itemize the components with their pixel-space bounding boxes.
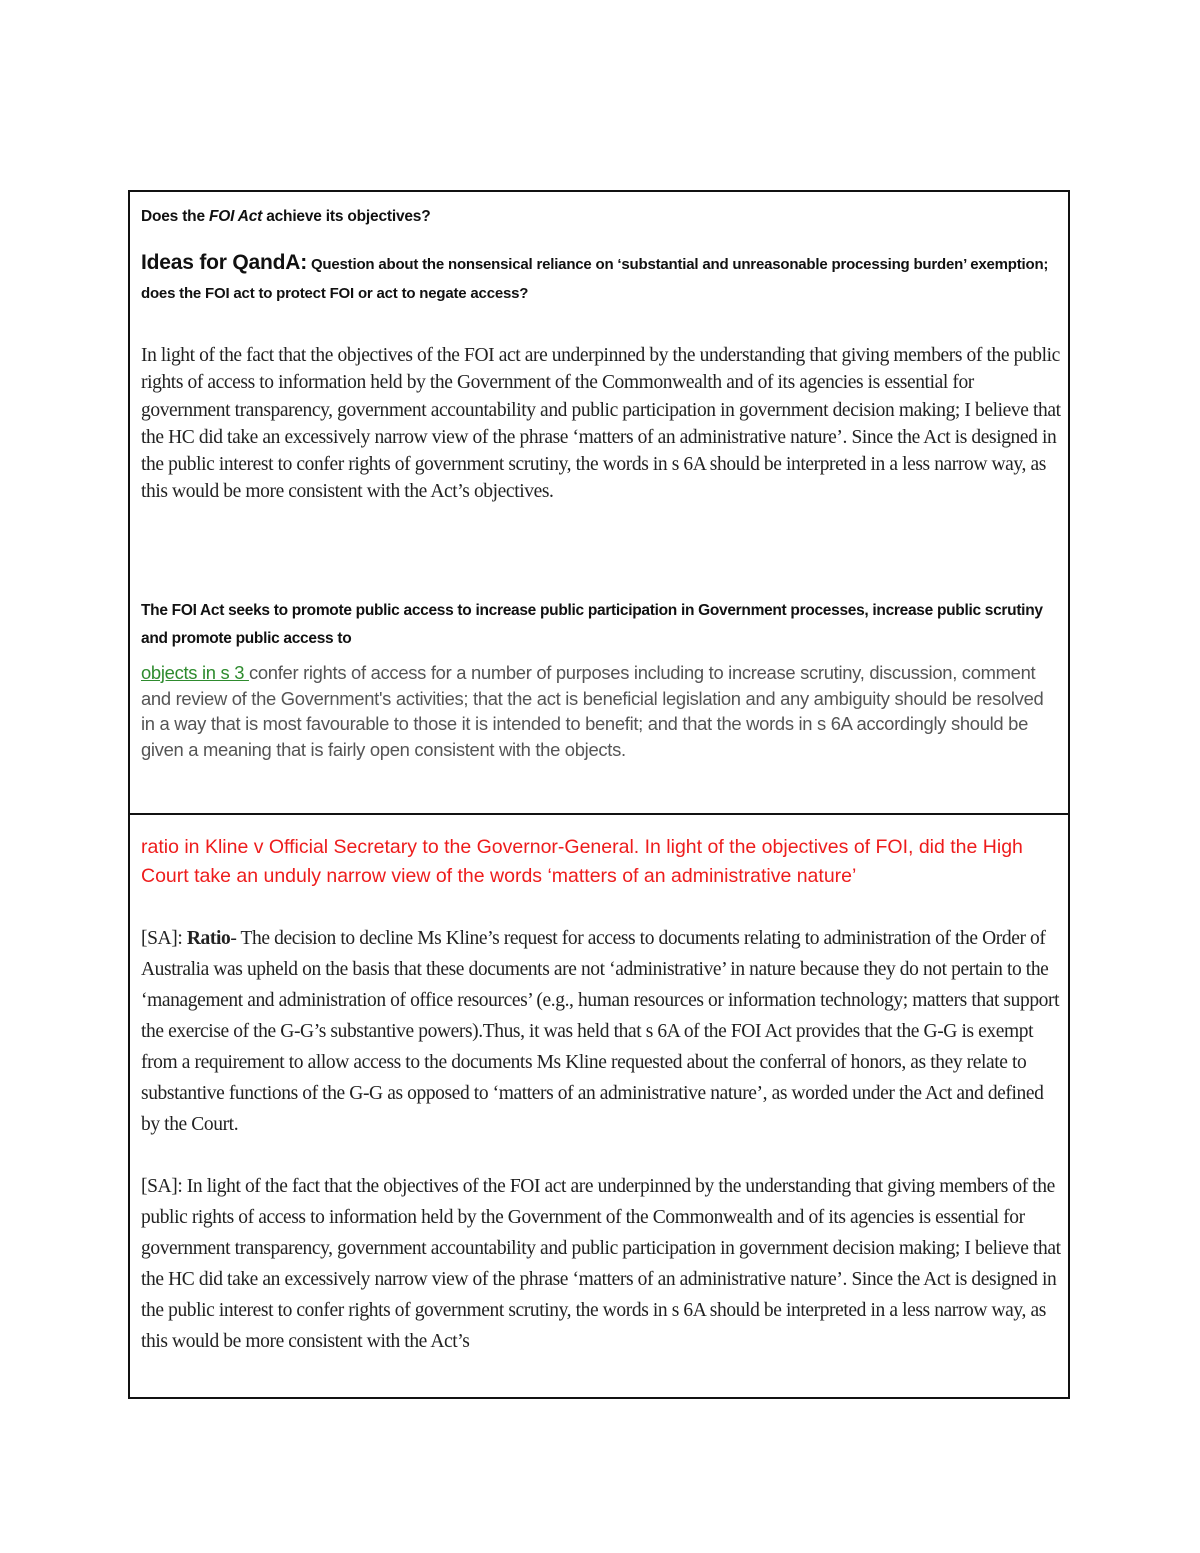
purpose-paragraph: The FOI Act seeks to promote public access to increase public participation in Government processes, increase public scrutiny and promote public access to: [141, 602, 1043, 647]
document-table: [128, 190, 1070, 1399]
table-cell-kline-ratio: [130, 817, 1068, 1397]
table-cell-objectives: [130, 192, 1068, 815]
sa-prefix: [SA]:: [141, 928, 187, 949]
opinion-paragraph-top: In light of the fact that the objectives of the FOI act are underpinned by the understanding that giving members of the public rights of access to information held by the Government of the Commonwealth and of its agencies is essential for government transparency, government accountability and public participation in government decision making; I believe that the HC did take an excessively narrow view of the phrase ‘matters of an administrative nature’. Since the Act is designed in the public interest to confer rights of government scrutiny, the words in s 6A should be interpreted in a less narrow way, as this would be more consistent with the Act’s objectives.: [141, 345, 1061, 503]
question-suffix: achieve its objectives?: [262, 208, 431, 225]
question-heading: [141, 208, 430, 226]
ideas-label: Ideas for QandA:: [141, 251, 307, 274]
objects-text: confer rights of access for a number of purposes including to increase scrutiny, discussion, comment and review of the Government's activities; that the act is beneficial legislation and any ambiguity should be resolved in a way that is most favourable to those it is intended to benefit; and that the words in s 6A accordingly should be given a meaning that is fairly open consistent with the objects.: [141, 662, 1044, 760]
ratio-text: - The decision to decline Ms Kline’s request for access to documents relating to administration of the Order of Australia was upheld on the basis that these documents are not ‘administrative’ in nature because they do not pertain to the ‘management and administration of office resources’ (e.g., human resources or information technology; matters that support the exercise of the G-G’s substantive powers).Thus, it was held that s 6A of the FOI Act provides that the G-G is exempt from a requirement to allow access to the documents Ms Kline requested about the conferral of honors, as they relate to substantive functions of the G-G as opposed to ‘matters of an administrative nature’, as worded under the Act and defined by the Court.: [141, 928, 1060, 1135]
ratio-paragraph: [141, 923, 1066, 1140]
objects-in-s3-link[interactable]: objects in s 3: [141, 662, 249, 683]
ideas-for-qanda: [141, 248, 1061, 308]
question-italic-act: FOI Act: [208, 208, 263, 225]
ratio-label: Ratio: [186, 928, 231, 949]
kline-question: ratio in Kline v Official Secretary to the Governor-General. In light of the objectives of FOI, did the High Court take an unduly narrow view of the words ‘matters of an administrative nature’: [141, 836, 1023, 887]
ideas-text: Question about the nonsensical reliance on ‘substantial and unreasonable processing burden’ exemption; does the FOI act to protect FOI or act to negate access?: [141, 256, 1049, 302]
objects-paragraph: [141, 660, 1061, 762]
question-prefix: Does the: [141, 208, 209, 225]
opinion-paragraph-bottom: [SA]: In light of the fact that the objectives of the FOI act are underpinned by the understanding that giving members of the public rights of access to information held by the Government of the Commonwealth and of its agencies is essential for government transparency, government accountability and public participation in government decision making; I believe that the HC did take an excessively narrow view of the phrase ‘matters of an administrative nature’. Since the Act is designed in the public interest to confer rights of government scrutiny, the words in s 6A should be interpreted in a less narrow way, as this would be more consistent with the Act’s: [141, 1176, 1061, 1352]
